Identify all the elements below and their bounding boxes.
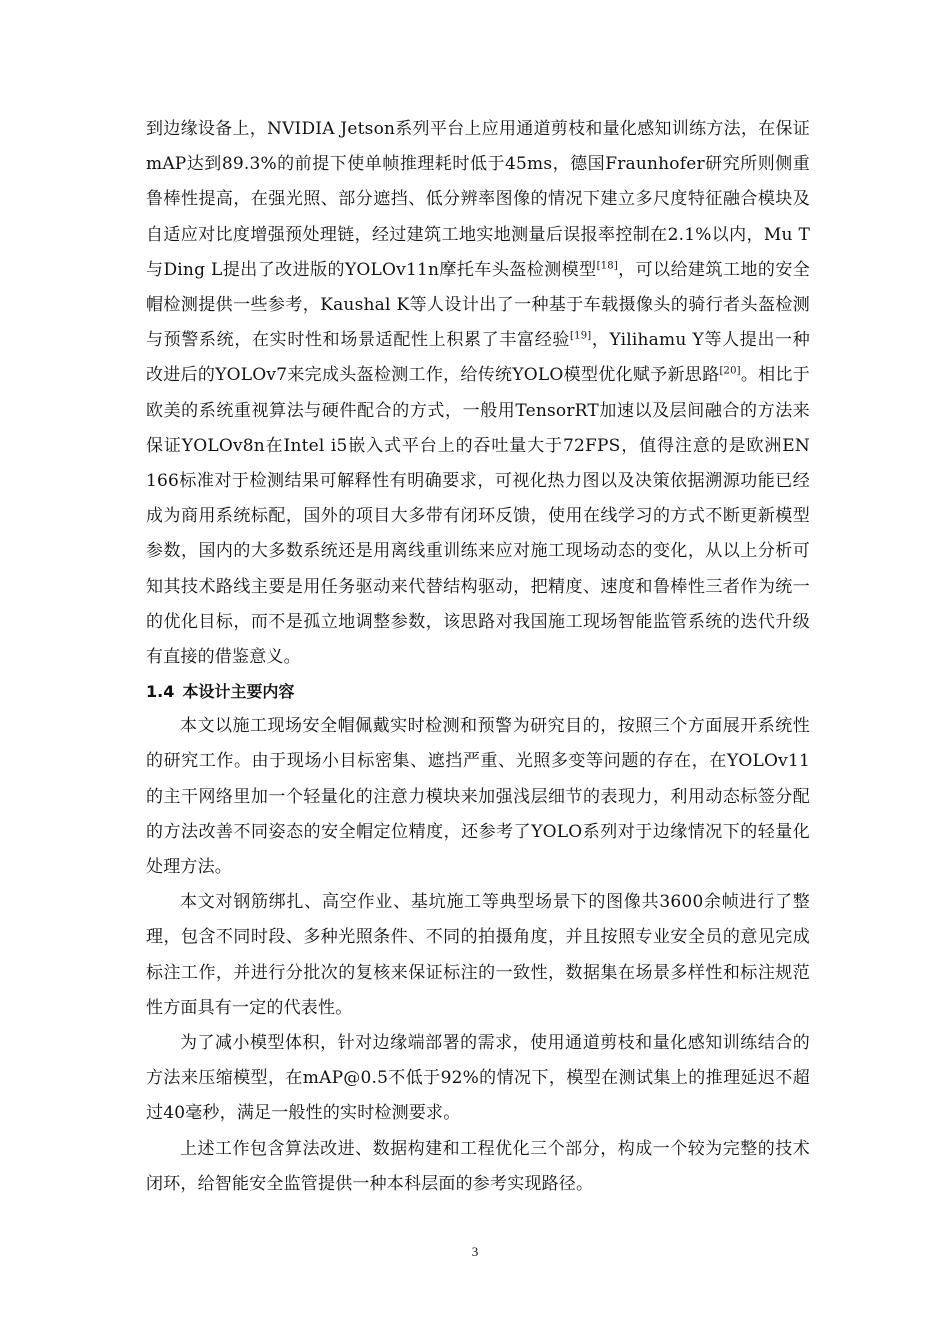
intro-text-2: ，可以给建筑工地的安全帽检测提供一些参考，Kaushal K等人设计出了一种基于车载摄像头的骑行者头盔检测与预警系统，在实时性和场景适配性上积累了丰富经验 [146,259,810,351]
citation-19[interactable]: [19] [570,330,592,342]
citation-18[interactable]: [18] [596,260,618,272]
intro-text-3: ，Yilihamu Y等人提出一种改进后的YOLOv7来完成头盔检测工作，给传统YOLO模型优化赋予新思路 [146,330,810,386]
intro-text-4: 。相比于欧美的系统重视算法与硬件配合的方式，一般用TensorRT加速以及层间融合的方法来保证YOLOv8n在Intel i5嵌入式平台上的吞吐量大于72FPS，值得注意的是欧洲EN 166标准对于检测结果可解释性有明确要求，可视化热力图以及决策依据溯源功能已经成为商用系统标配，国外的项目大多带有闭环反馈，使用在线学习的方式不断更新模型参数，国内的大多数系统还是用离线重训练来应对施工现场动态的变化，从以上分析可知其技术路线主要是用任务驱动来代替结构驱动，把精度、速度和鲁棒性三者作为统一的优化目标，而不是孤立地调整参数，该思路对我国施工现场智能监管系统的迭代升级有直接的借鉴意义。 [146,365,810,668]
section-paragraph-1: 本文以施工现场安全帽佩戴实时检测和预警为研究目的，按照三个方面展开系统性的研究工作。由于现场小目标密集、遮挡严重、光照多变等问题的存在，在YOLOv11的主干网络里加一个轻量化的注意力模块来加强浅层细节的表现力，利用动态标签分配的方法改善不同姿态的安全帽定位精度，还参考了YOLO系列对于边缘情况下的轻量化处理方法。 [146,716,810,878]
section-heading [146,675,810,709]
section-paragraph-4: 上述工作包含算法改进、数据构建和工程优化三个部分，构成一个较为完整的技术闭环，给智能安全监管提供一种本科层面的参考实现路径。 [146,1138,810,1194]
section-title: 本设计主要内容 [182,682,295,702]
section-paragraph-2: 本文对钢筋绑扎、高空作业、基坑施工等典型场景下的图像共3600余帧进行了整理，包含不同时段、多种光照条件、不同的拍摄角度，并且按照专业安全员的意见完成标注工作，并进行分批次的复核来保证标注的一致性，数据集在场景多样性和标注规范性方面具有一定的代表性。 [146,892,810,1018]
intro-text-1: 到边缘设备上，NVIDIA Jetson系列平台上应用通道剪枝和量化感知训练方法，在保证mAP达到89.3%的前提下使单帧推理耗时低于45ms，德国Fraunhofer研究所则侧重鲁棒性提高，在强光照、部分遮挡、低分辨率图像的情况下建立多尺度特征融合模块及自适应对比度增强预处理链，经过建筑工地实地测量后误报率控制在2.1%以内，Mu T与Ding L提出了改进版的YOLOv11n摩托车头盔检测模型 [146,119,810,280]
page-number: 3 [471,1244,479,1259]
section-number: 1.4 [146,682,175,702]
intro-paragraph [146,112,810,675]
page-body [146,112,810,1202]
section-paragraph-3: 为了减小模型体积，针对边缘端部署的需求，使用通道剪枝和量化感知训练结合的方法来压缩模型，在mAP@0.5不低于92%的情况下，模型在测试集上的推理延迟不超过40毫秒，满足一般性的实时检测要求。 [146,1033,810,1124]
citation-20[interactable]: [20] [719,365,741,377]
